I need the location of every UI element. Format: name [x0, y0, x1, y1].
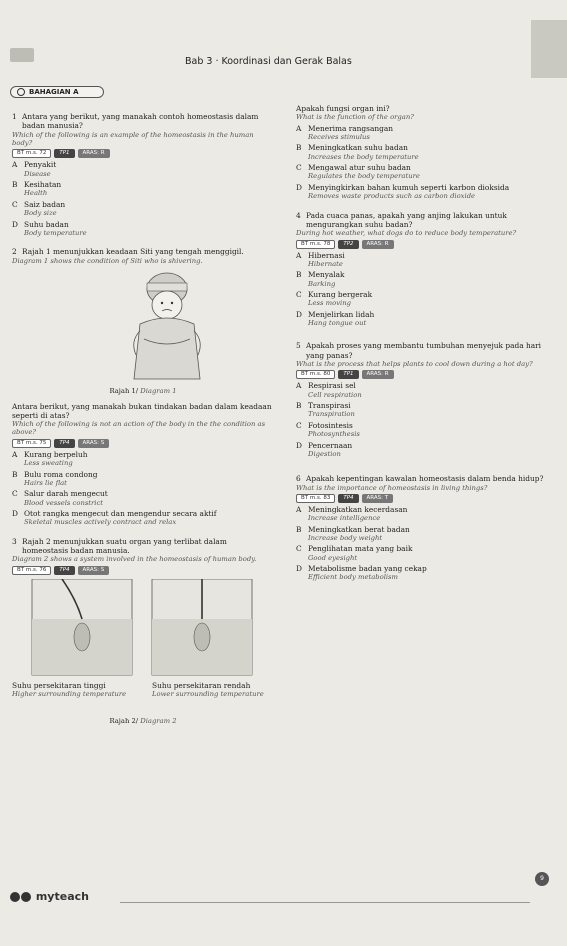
- option-c[interactable]: [296, 544, 546, 562]
- question-number: 3: [12, 536, 17, 546]
- diagram-1: [12, 269, 274, 387]
- level-tag: ARAS: T: [362, 494, 394, 503]
- question-translation: What is the function of the organ?: [296, 113, 414, 122]
- question-text: Apakah fungsi organ ini?: [296, 104, 390, 113]
- level-tag: ARAS: S: [78, 566, 110, 575]
- logo-icon: [21, 892, 31, 902]
- question-2: [12, 247, 274, 527]
- option-b[interactable]: [296, 143, 546, 161]
- question-translation: Diagram 1 shows the condition of Siti who is shivering.: [12, 256, 203, 265]
- page-header: [0, 40, 567, 78]
- question-organ-function: [296, 104, 546, 201]
- option-translation: Digestion: [308, 449, 341, 458]
- option-a[interactable]: [296, 381, 546, 399]
- option-a[interactable]: [12, 160, 274, 178]
- option-translation: Good eyesight: [308, 553, 358, 562]
- right-column: [296, 104, 546, 582]
- question-text: Rajah 2 menunjukkan suatu organ yang terlibat dalam homeostasis badan manusia.: [22, 536, 227, 556]
- section-label: BAHAGIAN A: [10, 86, 104, 98]
- question-translation: Which of the following is an example of the homeostasis in the human body?: [12, 130, 254, 147]
- question-number: 6: [296, 474, 301, 484]
- logo-text: myteach: [35, 890, 89, 903]
- option-letter: B: [296, 270, 302, 280]
- caption-translation: Diagram 1: [140, 387, 177, 396]
- option-letter: C: [296, 544, 302, 554]
- option-letter: C: [296, 290, 302, 299]
- question-translation: What is the process that helps plants to cool down during a hot day?: [296, 359, 533, 368]
- option-text: Meningkatkan kecerdasan: [308, 504, 408, 514]
- logo-icon: [10, 892, 20, 902]
- level-tag: ARAS: R: [362, 370, 394, 379]
- option-letter: B: [12, 180, 18, 190]
- question-translation: Diagram 2 shows a system involved in the homeostasis of human body.: [12, 555, 257, 564]
- option-text: Meningkatkan berat badan: [308, 524, 410, 534]
- question-1: [12, 112, 274, 237]
- option-translation: Increase intelligence: [308, 514, 381, 523]
- question-3: [12, 537, 274, 725]
- option-text: Penyakit: [24, 160, 57, 170]
- question-text: Antara yang berikut, yang manakah contoh homeostasis dalam badan manusia?: [22, 112, 259, 131]
- option-text: Transpirasi: [308, 401, 351, 411]
- tp-tag: TP2: [338, 240, 358, 249]
- option-text: Fotosintesis: [308, 420, 353, 430]
- option-translation: Health: [24, 189, 48, 198]
- question-text: Pada cuaca panas, apakah yang anjing lakukan untuk mengurangkan suhu badan?: [306, 210, 507, 229]
- option-letter: A: [296, 123, 302, 133]
- label-high-temp: [12, 681, 132, 699]
- question-tags: [296, 494, 546, 503]
- option-text: Saiz badan: [24, 199, 66, 209]
- option-translation: Regulates the body temperature: [308, 172, 420, 181]
- option-text: Kurang bergerak: [308, 290, 373, 299]
- label-text: Suhu persekitaran tinggi: [12, 680, 106, 690]
- chapter-bar-icon: [10, 48, 34, 62]
- question-text: Apakah proses yang membantu tumbuhan menyejuk pada hari yang panas?: [306, 341, 542, 360]
- option-translation: Body size: [24, 209, 57, 218]
- option-d[interactable]: [296, 564, 546, 582]
- option-text: Penglihatan mata yang baik: [308, 544, 413, 554]
- option-text: Otot rangka mengecut dan mengendur secara aktif: [24, 509, 217, 519]
- label-translation: Higher surrounding temperature: [12, 689, 127, 698]
- option-d[interactable]: [296, 310, 546, 328]
- label-translation: Lower surrounding temperature: [152, 689, 264, 698]
- left-column: [12, 112, 274, 725]
- skin-diagram-illustration: [12, 579, 274, 679]
- option-a[interactable]: [12, 450, 274, 468]
- option-letter: D: [12, 509, 18, 519]
- question-number: 2: [12, 247, 17, 257]
- side-note-bar: [551, 185, 561, 275]
- tp-tag: TP4: [54, 566, 74, 575]
- option-letter: D: [296, 564, 302, 574]
- option-c[interactable]: [296, 421, 546, 439]
- option-text: Meningkatkan suhu badan: [308, 143, 408, 153]
- option-a[interactable]: [296, 505, 546, 523]
- question-text: Rajah 1 menunjukkan keadaan Siti yang tengah menggigil.: [22, 247, 244, 257]
- option-letter: B: [296, 524, 302, 534]
- question-5: [296, 341, 546, 458]
- diagram-2: [12, 579, 274, 717]
- option-text: Menjelirkan lidah: [308, 309, 375, 319]
- option-letter: D: [296, 182, 302, 192]
- question-tags: [12, 566, 274, 575]
- option-letter: A: [296, 250, 302, 260]
- level-tag: ARAS: S: [78, 439, 110, 448]
- label-text: Suhu persekitaran rendah: [152, 680, 251, 690]
- question-translation: Which of the following is not an action of the body in the the condition as above?: [12, 420, 266, 437]
- diagram-caption: [12, 717, 274, 725]
- option-letter: B: [296, 401, 302, 411]
- option-text: Menyalak: [308, 270, 345, 280]
- page-ref-tag: BT m.s. 80: [296, 370, 335, 379]
- publisher-logo: [10, 890, 89, 903]
- page-ref-tag: BT m.s. 76: [12, 566, 51, 575]
- question-4: [296, 211, 546, 328]
- option-text: Respirasi sel: [308, 381, 356, 391]
- option-letter: B: [296, 143, 302, 153]
- option-translation: Photosynthesis: [308, 430, 360, 439]
- question-tags: [12, 439, 274, 448]
- option-translation: Increase body weight: [308, 533, 383, 542]
- level-tag: ARAS: R: [78, 149, 110, 158]
- question-number: 4: [296, 210, 301, 220]
- option-b[interactable]: [12, 470, 274, 488]
- option-text: Metabolisme badan yang cekap: [308, 564, 427, 574]
- option-letter: C: [296, 163, 302, 173]
- option-letter: B: [12, 469, 18, 479]
- option-text: Salur darah mengecut: [24, 489, 108, 499]
- option-d[interactable]: [12, 220, 274, 238]
- chapter-title: Bab 3 · Koordinasi dan Gerak Balas: [185, 56, 352, 67]
- option-b[interactable]: [296, 401, 546, 419]
- option-letter: C: [12, 489, 18, 499]
- option-translation: Efficient body metabolism: [308, 573, 398, 582]
- level-tag: ARAS: R: [362, 240, 394, 249]
- question-translation: What is the importance of homeostasis in living things?: [296, 483, 488, 492]
- question-text: Apakah kepentingan kawalan homeostasis dalam benda hidup?: [306, 474, 544, 484]
- caption-text: Rajah 2/: [109, 716, 139, 725]
- option-text: Kesihatan: [24, 180, 62, 190]
- diagram-caption: [12, 387, 274, 395]
- tp-tag: TP1: [54, 149, 74, 158]
- option-b[interactable]: [296, 525, 546, 543]
- shivering-girl-illustration: [12, 269, 274, 387]
- option-text: Suhu badan: [24, 219, 69, 229]
- page-number: 9: [535, 872, 549, 886]
- option-translation: Removes waste products such as carbon dioxide: [308, 192, 476, 201]
- option-translation: Hairs lie flat: [24, 478, 67, 487]
- option-letter: C: [12, 199, 18, 209]
- caption-text: Rajah 1/: [109, 387, 139, 396]
- option-c[interactable]: [296, 290, 546, 308]
- option-text: Menyingkirkan bahan kumuh seperti karbon dioksida: [308, 182, 510, 192]
- option-letter: D: [12, 219, 18, 229]
- option-letter: A: [12, 160, 18, 170]
- option-translation: Increases the body temperature: [308, 152, 419, 161]
- option-translation: Blood vessels constrict: [24, 498, 104, 507]
- option-translation: Transpiration: [308, 410, 355, 419]
- page-ref-tag: BT m.s. 78: [296, 240, 335, 249]
- tp-tag: TP1: [338, 370, 358, 379]
- label-low-temp: [152, 681, 272, 699]
- option-letter: A: [296, 504, 302, 514]
- page-ref-tag: BT m.s. 72: [12, 149, 51, 158]
- option-letter: A: [296, 381, 302, 391]
- option-c[interactable]: [296, 163, 546, 181]
- option-letter: D: [296, 440, 302, 450]
- option-c[interactable]: [12, 200, 274, 218]
- tp-tag: TP4: [54, 439, 74, 448]
- option-text: Pencernaan: [308, 440, 353, 450]
- option-b[interactable]: [12, 180, 274, 198]
- option-text: Bulu roma condong: [24, 469, 98, 479]
- question-6: [296, 474, 546, 582]
- option-a[interactable]: [296, 124, 546, 142]
- option-translation: Cell respiration: [308, 390, 362, 399]
- option-translation: Hibernate: [308, 259, 343, 268]
- question-number: 5: [296, 341, 301, 351]
- option-b[interactable]: [296, 270, 546, 288]
- caption-translation: Diagram 2: [140, 716, 177, 725]
- option-d[interactable]: [296, 183, 546, 201]
- option-letter: D: [296, 309, 302, 319]
- option-a[interactable]: [296, 251, 546, 269]
- option-d[interactable]: [12, 509, 274, 527]
- option-translation: Disease: [24, 169, 51, 178]
- question-tags: [296, 370, 546, 379]
- option-text: Kurang berpeluh: [24, 449, 88, 459]
- option-text: Menerima rangsangan: [308, 123, 394, 133]
- page-ref-tag: BT m.s. 75: [12, 439, 51, 448]
- option-translation: Skeletal muscles actively contract and relax: [24, 518, 177, 527]
- corner-qr-icon: [531, 20, 567, 78]
- option-translation: Less moving: [308, 299, 351, 308]
- option-letter: A: [12, 449, 18, 459]
- option-text: Mengawal atur suhu badan: [308, 163, 411, 173]
- question-text: Antara berikut, yang manakah bukan tindakan badan dalam keadaan seperti di atas?: [12, 401, 272, 420]
- question-number: 1: [12, 112, 17, 121]
- footer-divider: [120, 902, 530, 903]
- option-d[interactable]: [296, 441, 546, 459]
- option-letter: C: [296, 420, 302, 430]
- option-translation: Barking: [308, 279, 336, 288]
- option-translation: Hang tongue out: [308, 318, 367, 327]
- question-tags: [12, 149, 274, 158]
- option-translation: Less sweating: [24, 459, 73, 468]
- question-translation: During hot weather, what dogs do to reduce body temperature?: [296, 229, 517, 238]
- page-ref-tag: BT m.s. 83: [296, 494, 335, 503]
- question-tags: [296, 240, 546, 249]
- option-c[interactable]: [12, 489, 274, 507]
- option-translation: Receives stimulus: [308, 132, 370, 141]
- option-translation: Body temperature: [24, 228, 87, 237]
- tp-tag: TP4: [338, 494, 358, 503]
- option-text: Hibernasi: [308, 250, 345, 260]
